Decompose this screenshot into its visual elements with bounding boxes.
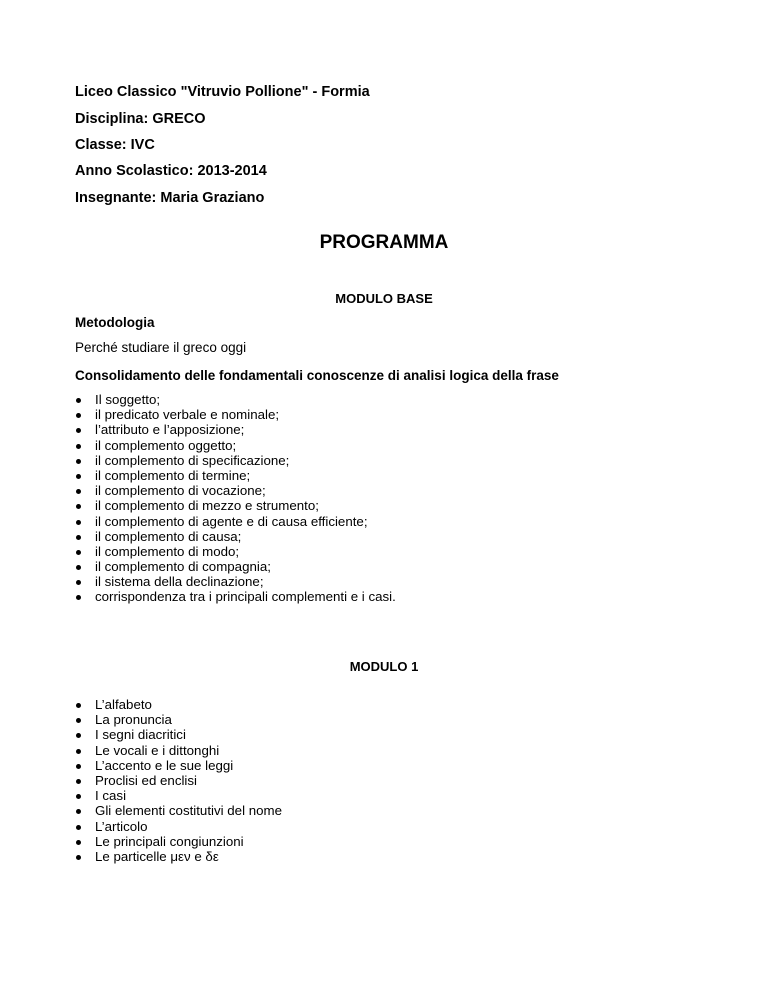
list-item: Gli elementi costitutivi del nome [75,803,282,818]
list-item: il complemento di vocazione; [75,483,396,498]
list-item: L’accento e le sue leggi [75,758,282,773]
list-item: il complemento di specificazione; [75,453,396,468]
modulo-base-heading: MODULO BASE [335,291,433,306]
list-item: l’attributo e l’apposizione; [75,422,396,437]
list-item: Il soggetto; [75,392,396,407]
list-item: il complemento oggetto; [75,438,396,453]
school-year-line: Anno Scolastico: 2013-2014 [75,163,267,179]
list-item: il complemento di modo; [75,544,396,559]
discipline-line: Disciplina: GRECO [75,111,206,127]
page-title: PROGRAMMA [319,232,449,253]
list-item: I segni diacritici [75,727,282,742]
list-item: L’articolo [75,819,282,834]
list-item: il sistema della declinazione; [75,574,396,589]
list-item: Le principali congiunzioni [75,834,282,849]
consolidamento-list [75,392,396,605]
list-item: La pronuncia [75,712,282,727]
teacher-line: Insegnante: Maria Graziano [75,190,265,206]
list-item: il complemento di causa; [75,529,396,544]
modulo-1-list [75,697,282,864]
list-item: il complemento di compagnia; [75,559,396,574]
modulo-1-heading: MODULO 1 [349,659,419,674]
list-item: Le particelle μεν e δε [75,849,282,864]
list-item: corrispondenza tra i principali complementi e i casi. [75,589,396,604]
metodologia-heading: Metodologia [75,315,155,330]
class-line: Classe: IVC [75,137,155,153]
school-name: Liceo Classico "Vitruvio Pollione" - Formia [75,84,370,100]
list-item: Proclisi ed enclisi [75,773,282,788]
list-item: il predicato verbale e nominale; [75,407,396,422]
consolidamento-heading: Consolidamento delle fondamentali conoscenze di analisi logica della frase [75,368,559,383]
list-item: il complemento di termine; [75,468,396,483]
metodologia-text: Perché studiare il greco oggi [75,340,247,355]
list-item: il complemento di mezzo e strumento; [75,498,396,513]
list-item: il complemento di agente e di causa efficiente; [75,514,396,529]
list-item: Le vocali e i dittonghi [75,743,282,758]
list-item: L’alfabeto [75,697,282,712]
list-item: I casi [75,788,282,803]
